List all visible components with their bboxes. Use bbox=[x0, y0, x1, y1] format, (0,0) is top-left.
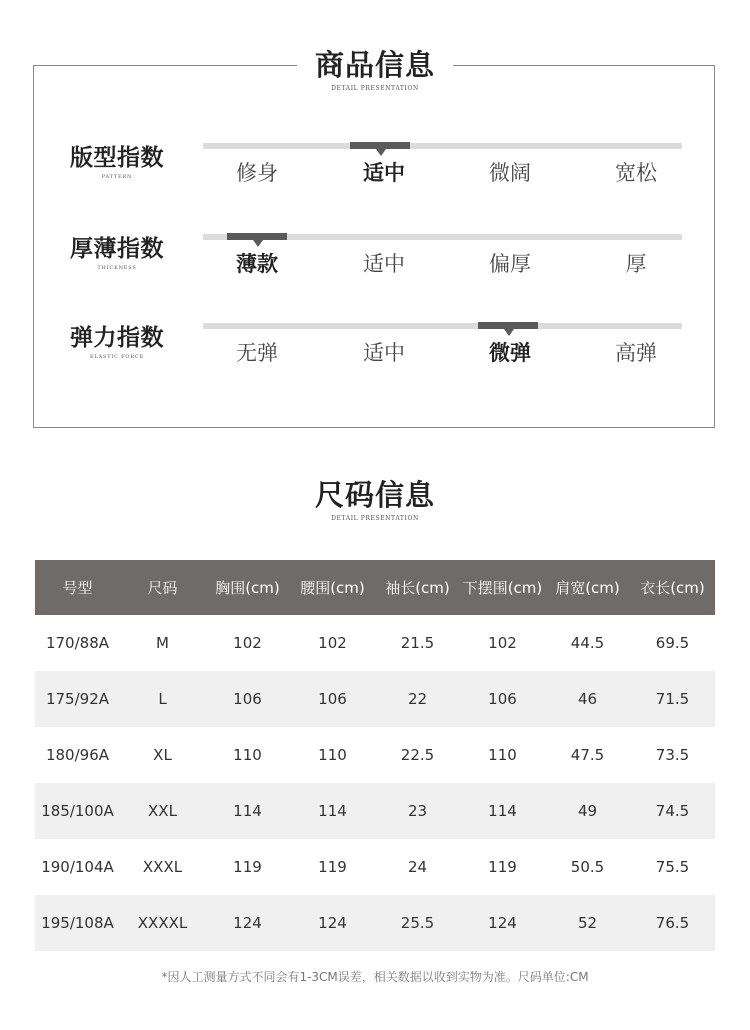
table-cell: 69.5 bbox=[655, 634, 690, 652]
column-header: 尺码 bbox=[147, 579, 178, 597]
index-option: 偏厚 bbox=[489, 252, 531, 276]
measurement-footnote: *因人工测量方式不同会有1-3CM误差，相关数据以收到实物为准。尺码单位:CM bbox=[161, 970, 589, 984]
table-row bbox=[35, 615, 715, 671]
table-cell: 114 bbox=[318, 802, 347, 820]
index-label-text: 版型指数 bbox=[70, 145, 164, 171]
table-cell: 21.5 bbox=[400, 634, 435, 652]
table-cell: 22 bbox=[407, 690, 428, 708]
index-option: 厚 bbox=[625, 252, 647, 276]
index-option-selected: 适中 bbox=[363, 161, 405, 185]
table-cell: 50.5 bbox=[570, 858, 605, 876]
column-header: 衣长(cm) bbox=[640, 579, 705, 597]
product-info-subtitle: DETAIL PRESENTATION bbox=[331, 85, 419, 92]
table-cell: 74.5 bbox=[655, 802, 690, 820]
index-label bbox=[67, 323, 167, 360]
table-cell: 102 bbox=[488, 634, 517, 652]
size-info-subtitle: DETAIL PRESENTATION bbox=[331, 515, 419, 522]
table-cell: 175/92A bbox=[45, 690, 110, 708]
index-option-selected: 微弹 bbox=[489, 341, 531, 365]
size-table bbox=[35, 560, 715, 951]
column-header: 下摆围(cm) bbox=[462, 579, 543, 597]
index-track bbox=[203, 323, 682, 329]
table-cell: 47.5 bbox=[570, 746, 605, 764]
table-row bbox=[35, 839, 715, 895]
index-option: 微阔 bbox=[489, 161, 531, 185]
table-header-row bbox=[35, 560, 715, 615]
table-cell: XXL bbox=[148, 802, 177, 820]
index-option: 修身 bbox=[236, 161, 278, 185]
index-row-elasticity bbox=[0, 323, 750, 383]
column-header: 号型 bbox=[62, 579, 93, 597]
table-cell: 195/108A bbox=[41, 914, 114, 932]
index-option: 适中 bbox=[363, 341, 405, 365]
index-label-en: ELASTIC FORCE bbox=[90, 354, 144, 360]
table-cell: 24 bbox=[407, 858, 428, 876]
index-option: 高弹 bbox=[615, 341, 657, 365]
size-info-title bbox=[0, 477, 750, 522]
index-label-en: PATTERN bbox=[101, 174, 133, 180]
table-cell: 185/100A bbox=[41, 802, 114, 820]
index-marker bbox=[350, 142, 410, 149]
index-label-text: 弹力指数 bbox=[70, 325, 164, 351]
index-label-text: 厚薄指数 bbox=[70, 236, 164, 262]
table-cell: 124 bbox=[233, 914, 262, 932]
index-option: 适中 bbox=[363, 252, 405, 276]
table-cell: 170/88A bbox=[45, 634, 110, 652]
index-option: 无弹 bbox=[236, 341, 278, 365]
table-cell: 23 bbox=[407, 802, 428, 820]
table-row bbox=[35, 895, 715, 951]
index-row-thickness bbox=[0, 234, 750, 294]
size-info-title-text: 尺码信息 bbox=[297, 477, 453, 513]
table-cell: 114 bbox=[488, 802, 517, 820]
table-cell: 124 bbox=[318, 914, 347, 932]
column-header: 腰围(cm) bbox=[300, 579, 365, 597]
table-cell: 180/96A bbox=[45, 746, 110, 764]
table-cell: 106 bbox=[233, 690, 262, 708]
table-cell: 76.5 bbox=[655, 914, 690, 932]
index-track bbox=[203, 234, 682, 240]
table-row bbox=[35, 671, 715, 727]
index-label-en: THICKNESS bbox=[97, 265, 137, 271]
table-cell: 106 bbox=[318, 690, 347, 708]
product-info-title-text: 商品信息 bbox=[297, 47, 453, 83]
table-cell: 110 bbox=[233, 746, 262, 764]
index-track bbox=[203, 143, 682, 149]
table-cell: 73.5 bbox=[655, 746, 690, 764]
column-header: 胸围(cm) bbox=[215, 579, 280, 597]
table-cell: L bbox=[158, 690, 167, 708]
table-cell: 119 bbox=[318, 858, 347, 876]
table-cell: 124 bbox=[488, 914, 517, 932]
table-cell: 190/104A bbox=[41, 858, 114, 876]
table-cell: 119 bbox=[488, 858, 517, 876]
table-cell: 49 bbox=[577, 802, 598, 820]
table-cell: 46 bbox=[577, 690, 598, 708]
table-cell: 102 bbox=[318, 634, 347, 652]
table-cell: 110 bbox=[318, 746, 347, 764]
table-cell: 106 bbox=[488, 690, 517, 708]
table-cell: 22.5 bbox=[400, 746, 435, 764]
column-header: 袖长(cm) bbox=[385, 579, 450, 597]
table-cell: XL bbox=[153, 746, 172, 764]
table-cell: M bbox=[156, 634, 169, 652]
table-cell: 110 bbox=[488, 746, 517, 764]
index-marker bbox=[478, 322, 538, 329]
table-cell: 114 bbox=[233, 802, 262, 820]
table-cell: 102 bbox=[233, 634, 262, 652]
index-row-pattern bbox=[0, 143, 750, 203]
table-cell: 25.5 bbox=[400, 914, 435, 932]
table-cell: 52 bbox=[577, 914, 598, 932]
index-marker bbox=[227, 233, 287, 240]
product-info-title bbox=[0, 47, 750, 92]
table-cell: XXXL bbox=[142, 858, 183, 876]
table-cell: XXXXL bbox=[137, 914, 188, 932]
table-cell: 119 bbox=[233, 858, 262, 876]
table-row bbox=[35, 727, 715, 783]
table-row bbox=[35, 783, 715, 839]
index-option: 宽松 bbox=[615, 161, 657, 185]
column-header: 肩宽(cm) bbox=[555, 579, 620, 597]
table-cell: 75.5 bbox=[655, 858, 690, 876]
index-option-selected: 薄款 bbox=[236, 252, 278, 276]
index-label bbox=[67, 143, 167, 180]
index-label bbox=[67, 234, 167, 271]
table-cell: 71.5 bbox=[655, 690, 690, 708]
table-cell: 44.5 bbox=[570, 634, 605, 652]
